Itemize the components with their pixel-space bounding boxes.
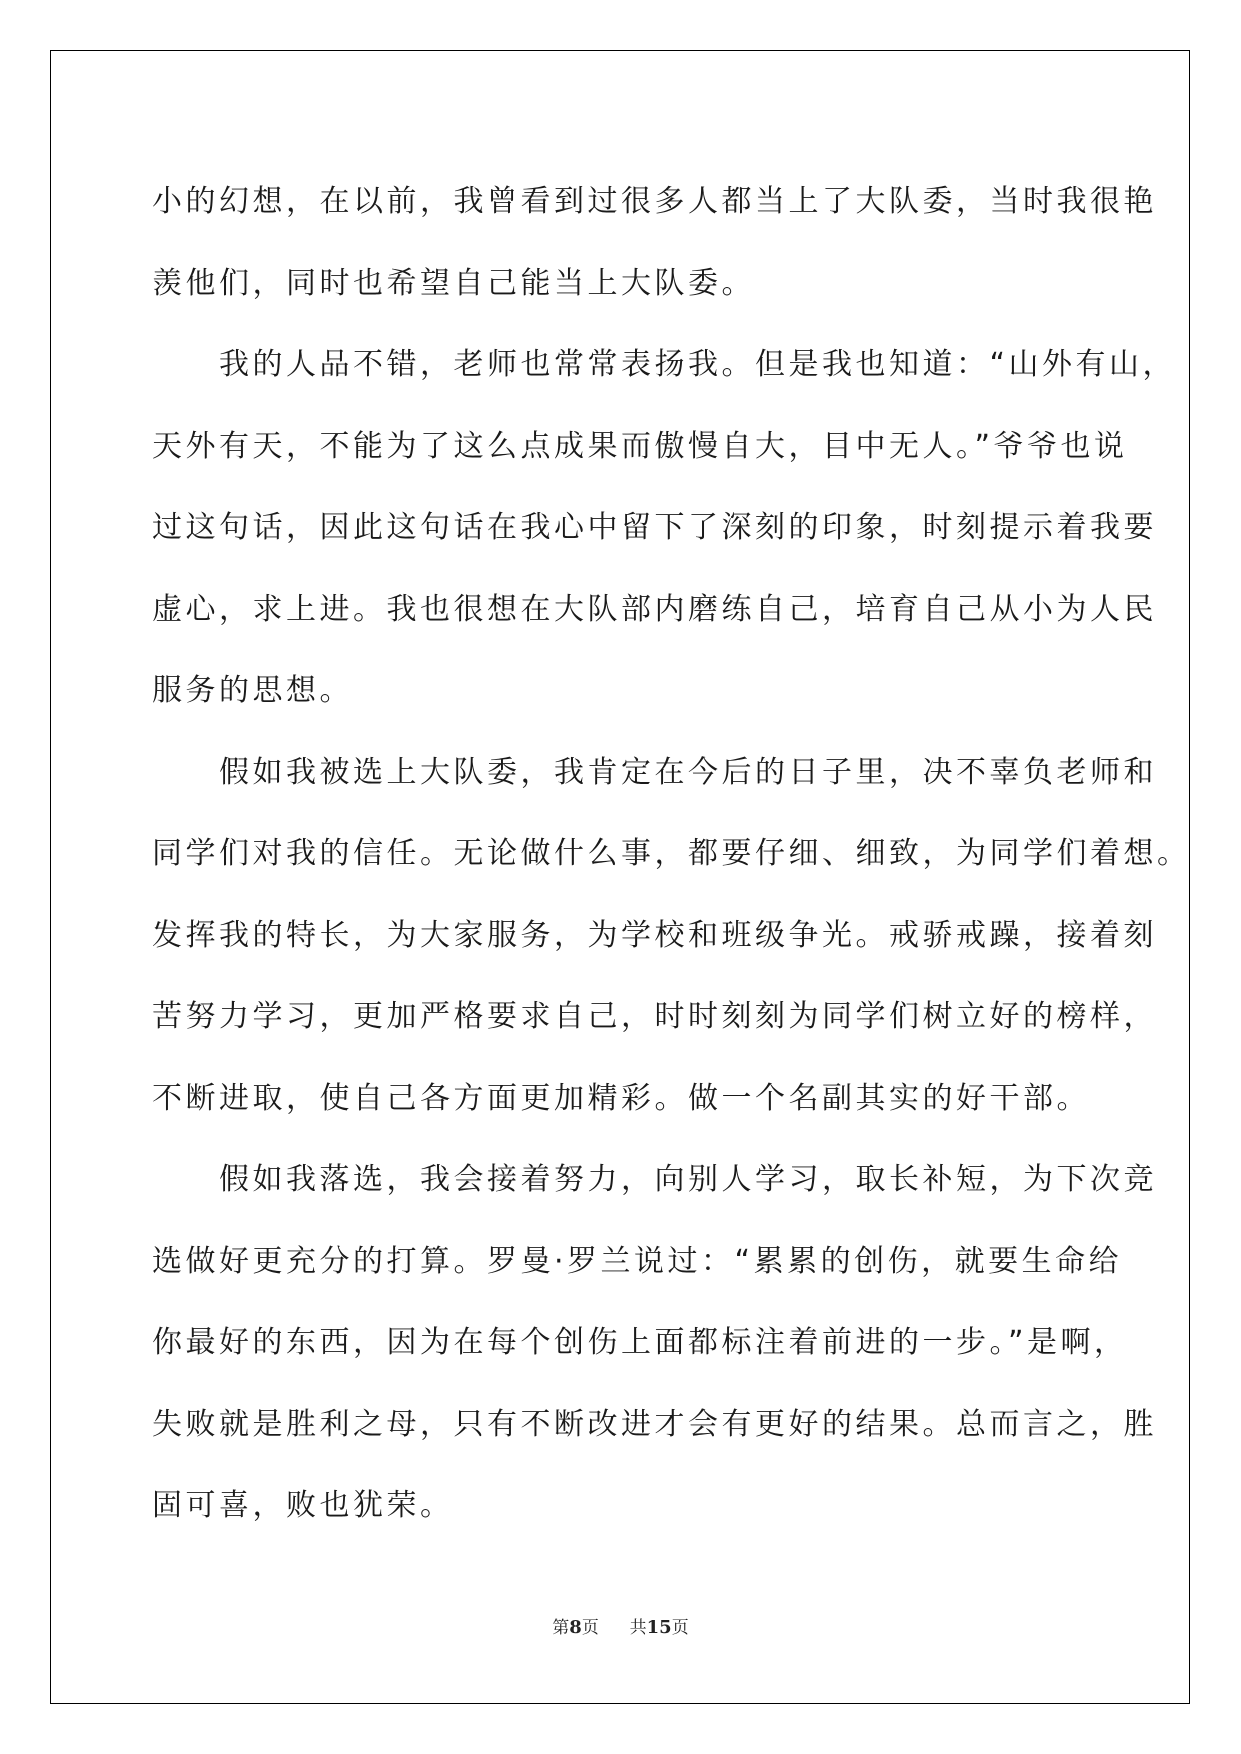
text-line: 固可喜，败也犹荣。 (152, 1488, 454, 1523)
text-line: 失败就是胜利之母，只有不断改进才会有更好的结果。总而言之，胜 (152, 1406, 1157, 1442)
text-line: 天外有天，不能为了这么点成果而傲慢自大，目中无人。”爷爷也说 (152, 428, 1128, 464)
text-line: 羡他们，同时也希望自己能当上大队委。 (152, 265, 755, 301)
text-line: 过这句话，因此这句话在我心中留下了深刻的印象，时刻提示着我要 (152, 510, 1157, 545)
text-line: 不断进取，使自己各方面更加精彩。做一个名副其实的好干部。 (152, 1080, 1090, 1116)
text-line: 同学们对我的信任。无论做什么事，都要仔细、细致，为同学们着想。 (152, 836, 1191, 871)
text-line: 选做好更充分的打算。罗曼·罗兰说过：“累累的创伤，就要生命给 (152, 1243, 1123, 1279)
text-line: 苦努力学习，更加严格要求自己，时时刻刻为同学们树立好的榜样， (152, 999, 1157, 1034)
page-prefix: 第 (552, 1618, 570, 1638)
document-body (152, 161, 1191, 1547)
total-pages: 15 (646, 1617, 672, 1638)
text-line: 服务的思想。 (152, 673, 353, 708)
total-pages-label (630, 1618, 689, 1638)
total-prefix: 共 (629, 1618, 647, 1638)
text-line: 假如我落选，我会接着努力，向别人学习，取长补短，为下次竞 (152, 1162, 1157, 1197)
page-label (552, 1618, 604, 1638)
text-line: 假如我被选上大队委，我肯定在今后的日子里，决不辜负老师和 (152, 754, 1157, 790)
text-line: 小的幻想，在以前，我曾看到过很多人都当上了大队委，当时我很艳 (152, 184, 1157, 219)
text-line: 虚心，求上进。我也很想在大队部内磨练自己，培育自己从小为人民 (152, 591, 1157, 627)
page-suffix: 页 (581, 1618, 599, 1638)
total-suffix: 页 (671, 1618, 689, 1638)
page-number: 8 (569, 1617, 582, 1638)
page-footer (0, 1613, 1241, 1638)
text-line: 发挥我的特长，为大家服务，为学校和班级争光。戒骄戒躁，接着刻 (152, 917, 1157, 953)
text-line: 我的人品不错，老师也常常表扬我。但是我也知道：“山外有山， (152, 347, 1177, 382)
text-line: 你最好的东西，因为在每个创伤上面都标注着前进的一步。”是啊， (152, 1325, 1128, 1360)
